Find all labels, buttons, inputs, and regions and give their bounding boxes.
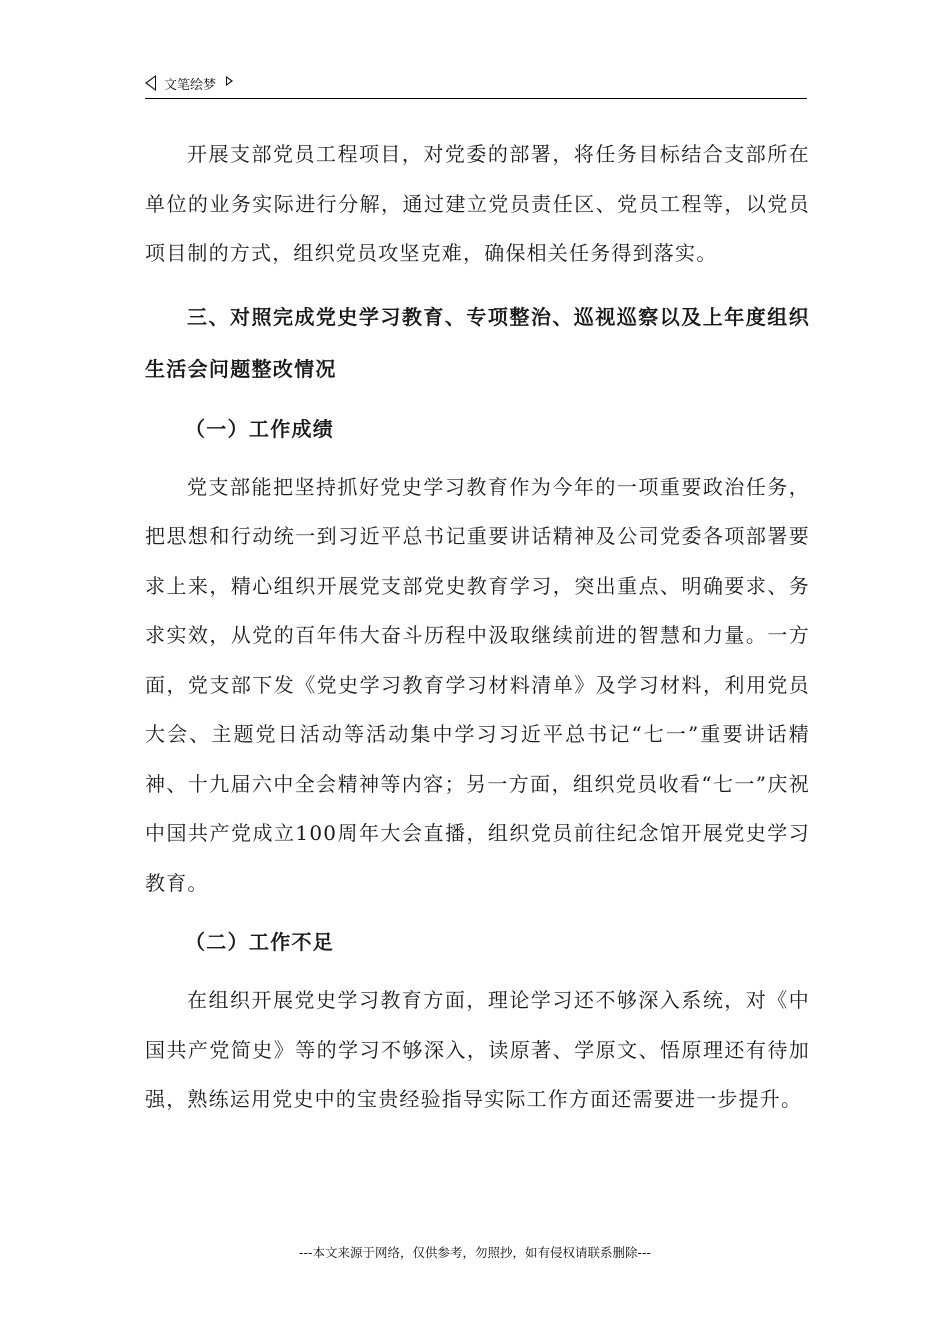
section-3-title: 三、对照完成党史学习教育、专项整治、巡视巡察以及上年度组织生活会问题整改情况 (145, 304, 810, 381)
paragraph-1: 开展支部党员工程项目，对党委的部署，将任务目标结合支部所在单位的业务实际进行分解，通过建立党员责任区、党员工程等，以党员项目制的方式，组织党员攻坚克难，确保相关任务得到落实。 (145, 142, 810, 265)
footer-disclaimer: ---本文来源于网络，仅供参考，勿照抄，如有侵权请联系删除--- (298, 1245, 652, 1260)
triangle-left-icon (145, 75, 156, 91)
header-bar (145, 72, 807, 94)
paragraph-2: 党支部能把坚持抓好党史学习教育作为今年的一项重要政治任务，把思想和行动统一到习近平总书记重要讲话精神及公司党委各项部署要求上来，精心组织开展党支部党史教育学习，突出重点、明确要求、务求实效，从党的百年伟大奋斗历程中汲取继续前进的智慧和力量。一方面，党支部下发《党史学习教育学习材料清单》及学习材料，利用党员大会、主题党日活动等活动集中学习习近平总书记“七一”重要讲话精神、十九届六中全会精神等内容；另一方面，组织党员收看“七一”庆祝中国共产党成立100周年大会直播，组织党员前往纪念馆开展党史学习教育。 (145, 474, 810, 895)
paragraph-3: 在组织开展党史学习教育方面，理论学习还不够深入系统，对《中国共产党简史》等的学习不够深入，读原著、学原文、悟原理还有待加强，熟练运用党史中的宝贵经验指导实际工作方面还需要进一步提升。 (145, 988, 810, 1111)
subsection-1-title: （一）工作成绩 (185, 416, 335, 441)
page-header (145, 72, 807, 99)
subsection-2-title: （二）工作不足 (185, 930, 335, 954)
document-body (145, 130, 810, 1125)
triangle-right-icon (226, 76, 233, 86)
header-title: 文笔绘梦 (164, 77, 217, 93)
